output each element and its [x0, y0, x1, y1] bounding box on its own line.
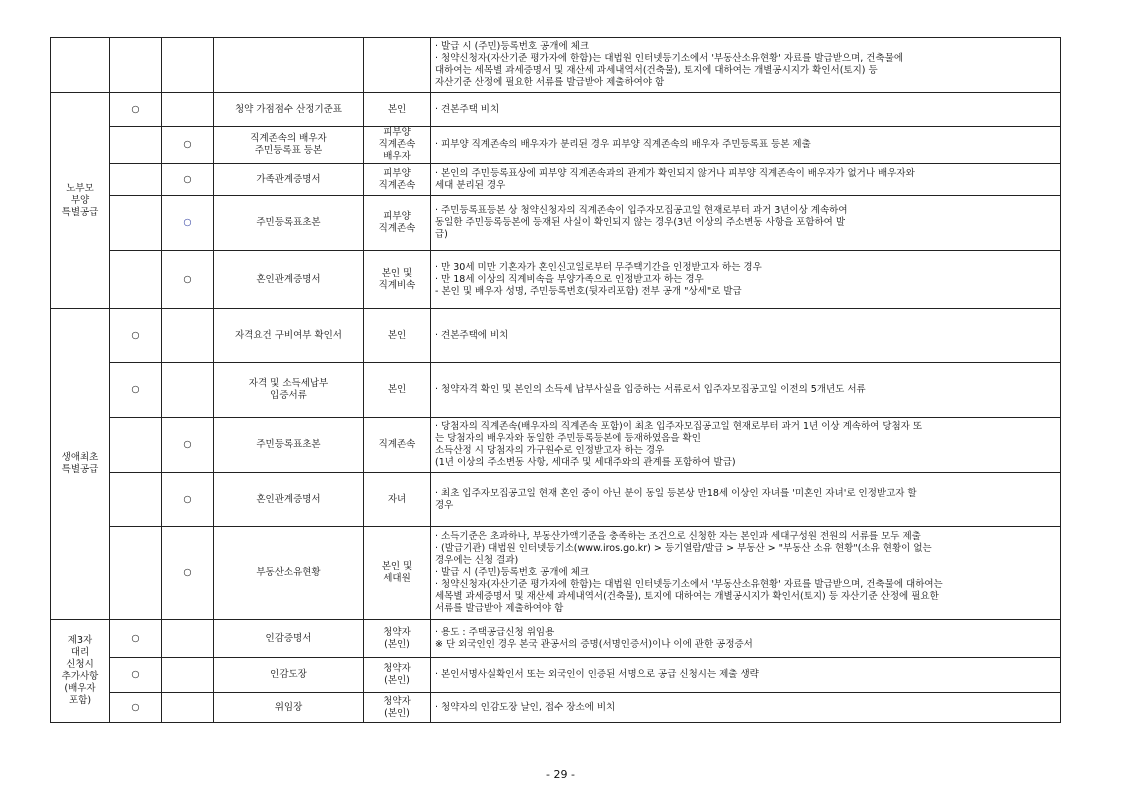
document-name-cell: 청약 가점점수 산정기준표 [214, 93, 364, 127]
target-cell: 피부양 직계존속 [364, 164, 431, 196]
target-cell [364, 38, 431, 93]
target-cell: 직계존속 [364, 418, 431, 473]
description-line: 는 당첨자의 배우자와 동일한 주민등록등본에 등재하였음을 확인 [435, 433, 701, 444]
conditional-check-cell: ○ [162, 196, 214, 251]
conditional-check-cell: ○ [162, 164, 214, 196]
description-cell [431, 363, 1061, 418]
conditional-check-cell [162, 620, 214, 658]
table-row [51, 309, 1061, 363]
description-cell [431, 251, 1061, 309]
description-line: · 만 30세 미만 기혼자가 혼인신고일로부터 무주택기간을 인정받고자 하는 경우 [435, 261, 762, 273]
description-line: · 청약자의 인감도장 날인, 접수 장소에 비치 [435, 701, 616, 713]
table-body [51, 38, 1061, 723]
description-cell [431, 196, 1061, 251]
table-row [51, 658, 1061, 693]
description-line: · 만 18세 이상의 직계비속을 부양가족으로 인정받고자 하는 경우 [435, 273, 704, 285]
common-check-cell [110, 473, 162, 527]
table-row [51, 196, 1061, 251]
target-cell: 청약자 (본인) [364, 658, 431, 693]
table-row [51, 693, 1061, 723]
page-number: - 29 - [546, 768, 575, 781]
common-check-cell: ○ [110, 658, 162, 693]
table-row [51, 38, 1061, 93]
document-name-cell: 혼인관계증명서 [214, 251, 364, 309]
description-cell [431, 38, 1061, 93]
document-name-cell: 인감도장 [214, 658, 364, 693]
common-check-cell: ○ [110, 693, 162, 723]
document-name-cell: 인감증명서 [214, 620, 364, 658]
description-line: 대하여는 세목별 과세증명서 및 재산세 과세내역서(건축물), 토지에 대하여는 개별공시지가 확인서(토지) 등 [435, 65, 878, 76]
table-row [51, 473, 1061, 527]
document-name-cell: 주민등록표초본 [214, 418, 364, 473]
target-cell: 피부양 직계존속 배우자 [364, 127, 431, 164]
description-line: · 청약자격 확인 및 본인의 소득세 납부사실을 입증하는 서류로서 입주자모집공고일 이전의 5개년도 서류 [435, 384, 866, 395]
document-name-cell: 자격요건 구비여부 확인서 [214, 309, 364, 363]
conditional-check-cell [162, 693, 214, 723]
common-check-cell [110, 527, 162, 620]
description-line: 세대 분리된 경우 [435, 179, 506, 191]
table-row [51, 127, 1061, 164]
description-cell [431, 658, 1061, 693]
description-cell [431, 127, 1061, 164]
description-line: - 본인 및 배우자 성명, 주민등록번호(뒷자리포함) 전부 공개 "상세"로 발급 [435, 285, 742, 297]
description-cell [431, 93, 1061, 127]
table-row [51, 164, 1061, 196]
description-cell [431, 309, 1061, 363]
target-cell: 본인 [364, 93, 431, 127]
target-cell: 청약자 (본인) [364, 620, 431, 658]
conditional-check-cell [162, 93, 214, 127]
target-cell: 청약자 (본인) [364, 693, 431, 723]
description-line: · 당첨자의 직계존속(배우자의 직계존속 포함)이 최초 입주자모집공고일 현재로부터 과거 1년 이상 계속하여 당첨자 또 [435, 421, 923, 432]
conditional-check-cell [162, 363, 214, 418]
common-check-cell: ○ [110, 363, 162, 418]
target-cell: 본인 및 직계비속 [364, 251, 431, 309]
description-line: · 소득기준은 초과하나, 부동산가액기준을 충족하는 조건으로 신청한 자는 본인과 세대구성원 전원의 서류를 모두 제출 [435, 531, 921, 542]
description-line: 경우에는 신청 결과) [435, 555, 519, 566]
description-line: 서류를 발급받아 제출하여야 함 [435, 603, 564, 614]
common-check-cell [110, 38, 162, 93]
description-line: · 견본주택에 비치 [435, 329, 509, 341]
document-name-cell: 자격 및 소득세납부 입증서류 [214, 363, 364, 418]
table-row [51, 251, 1061, 309]
document-name-cell: 부동산소유현황 [214, 527, 364, 620]
document-table [50, 37, 1061, 723]
description-line: · 주민등록표등본 상 청약신청자의 직계존속이 입주자모집공고일 현재로부터 과거 3년이상 계속하여 [435, 205, 848, 216]
description-line: 경우 [435, 499, 454, 511]
description-line: · 피부양 직계존속의 배우자가 분리된 경우 피부양 직계존속의 배우자 주민등록표 등본 제출 [435, 139, 811, 150]
table-row [51, 418, 1061, 473]
document-name-cell: 직계존속의 배우자 주민등록표 등본 [214, 127, 364, 164]
common-check-cell: ○ [110, 93, 162, 127]
target-cell: 자녀 [364, 473, 431, 527]
description-line: · 견본주택 비치 [435, 103, 500, 115]
table-row [51, 620, 1061, 658]
conditional-check-cell [162, 309, 214, 363]
description-line: 세목별 과세증명서 및 재산세 과세내역서(건축물), 토지에 대하여는 개별공시지가 확인서(토지) 등 자산기준 산정에 필요한 [435, 591, 939, 602]
description-line: 동일한 주민등록등본에 등재된 사실이 확인되지 않는 경우(3년 이상의 주소변동 사항을 포함하여 발 [435, 217, 846, 228]
group-cell: 생애최초 특별공급 [51, 309, 110, 620]
description-line: ※ 단 외국인인 경우 본국 관공서의 증명(서명인증서)이나 이에 관한 공정증서 [435, 638, 753, 650]
description-cell [431, 693, 1061, 723]
group-cell [51, 38, 110, 93]
conditional-check-cell [162, 658, 214, 693]
common-check-cell: ○ [110, 620, 162, 658]
description-line: 소득산정 시 당첨자의 가구원수로 인정받고자 하는 경우 [435, 445, 665, 456]
description-line: · 최초 입주자모집공고일 현재 혼인 중이 아닌 분이 동일 등본상 만18세 이상인 자녀를 '미혼인 자녀'로 인정받고자 할 [435, 487, 917, 499]
description-line: · (발급기관) 대법원 인터넷등기소(www.iros.go.kr) > 등기열람/발급 > 부동산 > "부동산 소유 현황"(소유 현황이 없는 [435, 543, 932, 554]
document-name-cell: 주민등록표초본 [214, 196, 364, 251]
description-line: · 청약신청자(자산기준 평가자에 한함)는 대법원 인터넷등기소에서 '부동산소유현황' 자료를 발급받으며, 건축물에 [435, 53, 903, 64]
conditional-check-cell: ○ [162, 251, 214, 309]
target-cell: 본인 [364, 363, 431, 418]
common-check-cell [110, 418, 162, 473]
table-row [51, 363, 1061, 418]
table-row [51, 93, 1061, 127]
conditional-check-cell: ○ [162, 418, 214, 473]
target-cell: 본인 [364, 309, 431, 363]
description-cell [431, 473, 1061, 527]
document-name-cell: 위임장 [214, 693, 364, 723]
common-check-cell [110, 196, 162, 251]
document-name-cell [214, 38, 364, 93]
description-line: 급) [435, 229, 448, 240]
conditional-check-cell: ○ [162, 473, 214, 527]
conditional-check-cell: ○ [162, 127, 214, 164]
description-line: · 용도 : 주택공급신청 위임용 [435, 626, 555, 638]
description-line: 자산기준 산정에 필요한 서류를 발급받아 제출하여야 함 [435, 77, 665, 88]
document-name-cell: 가족관계증명서 [214, 164, 364, 196]
target-cell: 피부양 직계존속 [364, 196, 431, 251]
document-name-cell: 혼인관계증명서 [214, 473, 364, 527]
description-line: · 발급 시 (주민)등록번호 공개에 체크 [435, 567, 590, 578]
common-check-cell [110, 164, 162, 196]
description-cell [431, 164, 1061, 196]
group-cell: 제3자 대리 신청시 추가사항 (배우자 포함) [51, 620, 110, 723]
description-line: (1년 이상의 주소변동 사항, 세대주 및 세대주와의 관계를 포함하여 발급) [435, 457, 736, 468]
description-cell [431, 620, 1061, 658]
description-cell [431, 418, 1061, 473]
target-cell: 본인 및 세대원 [364, 527, 431, 620]
description-cell [431, 527, 1061, 620]
common-check-cell: ○ [110, 309, 162, 363]
conditional-check-cell [162, 38, 214, 93]
common-check-cell [110, 127, 162, 164]
common-check-cell [110, 251, 162, 309]
description-line: · 청약신청자(자산기준 평가자에 한함)는 대법원 인터넷등기소에서 '부동산소유현황' 자료를 발급받으며, 건축물에 대하여는 [435, 579, 943, 590]
description-line: · 발급 시 (주민)등록번호 공개에 체크 [435, 41, 590, 52]
conditional-check-cell: ○ [162, 527, 214, 620]
table-row [51, 527, 1061, 620]
description-line: · 본인서명사실확인서 또는 외국인이 인증된 서명으로 공급 신청시는 제출 생략 [435, 669, 759, 680]
group-cell: 노부모 부양 특별공급 [51, 93, 110, 309]
description-line: · 본인의 주민등록표상에 피부양 직계존속과의 관계가 확인되지 않거나 피부양 직계존속이 배우자가 없거나 배우자와 [435, 167, 915, 179]
